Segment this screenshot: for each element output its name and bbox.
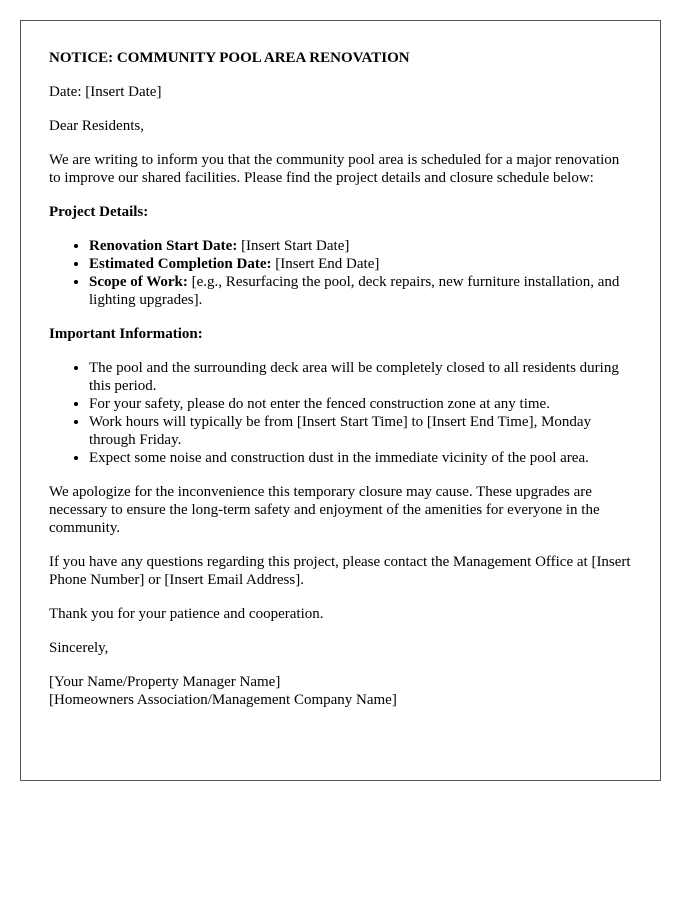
contact-paragraph: If you have any questions regarding this project, please contact the Management Office at [Insert Phone Number] or [Insert Email Address].	[49, 554, 631, 588]
important-information-heading: Important Information:	[49, 326, 203, 342]
item-text: [Insert Start Date]	[237, 238, 350, 254]
important-information-list	[49, 359, 632, 467]
project-details-list	[49, 237, 632, 309]
notice-title: NOTICE: COMMUNITY POOL AREA RENOVATION	[49, 50, 410, 66]
signature-block	[49, 673, 632, 709]
list-item: • For your safety, please do not enter the fenced construction zone at any time.	[89, 395, 632, 413]
project-details-heading: Project Details:	[49, 204, 149, 220]
signature-name: [Your Name/Property Manager Name]	[49, 674, 281, 690]
list-item	[89, 273, 632, 309]
list-item	[89, 237, 632, 255]
closing: Sincerely,	[49, 640, 109, 656]
signature-organization: [Homeowners Association/Management Company Name]	[49, 692, 397, 708]
item-label: Estimated Completion Date:	[89, 256, 272, 272]
apology-paragraph: We apologize for the inconvenience this temporary closure may cause. These upgrades are necessary to ensure the long-term safety and enjoyment of the amenities for everyone in the community.	[49, 484, 600, 536]
list-item: • The pool and the surrounding deck area will be completely closed to all residents during this period.	[89, 359, 632, 395]
item-label: Scope of Work:	[89, 274, 188, 290]
thanks-paragraph: Thank you for your patience and cooperation.	[49, 606, 324, 622]
item-text: [Insert End Date]	[271, 256, 380, 272]
salutation: Dear Residents,	[49, 118, 144, 134]
item-label: Renovation Start Date:	[89, 238, 238, 254]
item-text: [e.g., Resurfacing the pool, deck repairs, new furniture installation, and lighting upgrades].	[89, 274, 620, 308]
list-item	[89, 255, 632, 273]
date-line: Date: [Insert Date]	[49, 84, 162, 100]
list-item: • Work hours will typically be from [Insert Start Time] to [Insert End Time], Monday through Friday.	[89, 413, 632, 449]
list-item: • Expect some noise and construction dust in the immediate vicinity of the pool area.	[89, 449, 632, 467]
intro-paragraph: We are writing to inform you that the community pool area is scheduled for a major renovation to improve our shared facilities. Please find the project details and closure schedule below:	[49, 152, 620, 186]
notice-letter	[20, 20, 661, 781]
